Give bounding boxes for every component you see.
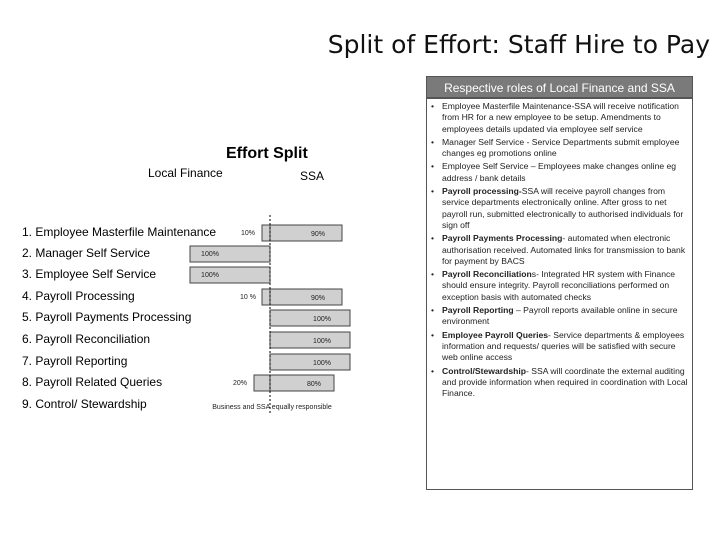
task-label: 1. Employee Masterfile Maintenance	[22, 225, 217, 239]
role-item-text: SSA will receive payroll changes from service departments electronically online. After gross to net payroll run, submitted electronically to authorised individuals for sign off	[442, 186, 684, 230]
role-item-text: s- Integrated HR system with Finance should ensure integrity. Payroll reconciliations performed on exception basis with automated checks	[442, 269, 676, 302]
task-label: 7. Payroll Reporting	[22, 354, 128, 368]
task-label: 4. Payroll Processing	[22, 289, 135, 303]
role-item-heading: Control/Stewardship	[442, 365, 527, 376]
local-finance-label: Local Finance	[148, 166, 223, 180]
bar-ssa	[270, 289, 342, 305]
bar-ssa	[270, 310, 350, 326]
role-item-text: - SSA will coordinate the external auditing and provide information when required in coordination with Local Finance.	[442, 365, 688, 399]
role-item-text: - automated when electronic authorisation received. Automated links for transmission to bank for payment by BACS	[442, 233, 686, 266]
bullet-icon: •	[431, 233, 435, 244]
bar-ssa	[270, 375, 334, 391]
task-label: 5. Payroll Payments Processing	[22, 310, 192, 324]
bar-label-local: 100%	[201, 272, 219, 279]
bar-label-local: 100%	[201, 251, 219, 258]
role-item-text: Manager Self Service - Service Departments submit employee changes eg promotions online	[442, 136, 680, 159]
bullet-icon: •	[431, 161, 435, 172]
role-item-text: Employee Masterfile Maintenance-SSA will receive notification from HR for a new employee to be setup. Amendments to employees details updated via employee self service	[442, 101, 679, 134]
task-label: 6. Payroll Reconciliation	[22, 332, 151, 346]
bar-local-finance	[254, 375, 270, 391]
roles-header: Respective roles of Local Finance and SSA	[426, 76, 693, 98]
bullet-icon: •	[431, 269, 435, 280]
role-item-heading: Payroll Payments Processing	[442, 233, 563, 244]
bullet-icon: •	[431, 365, 435, 376]
bar-ssa	[270, 225, 342, 241]
role-item-heading: Payroll Reporting	[442, 305, 514, 316]
bar-label-local: 10%	[240, 230, 256, 237]
bar-ssa	[270, 354, 350, 370]
bullet-icon: •	[431, 305, 435, 316]
role-item-text: Employee Self Service – Employees make changes online eg address / bank details	[442, 161, 677, 183]
role-item-heading: Payroll Reconciliation	[442, 269, 532, 280]
bar-ssa	[270, 332, 350, 348]
bar-label-ssa: 100%	[313, 316, 331, 323]
bar-label-ssa: 90%	[310, 295, 326, 302]
bar-label-ssa: 100%	[313, 338, 331, 345]
task-label: 8. Payroll Related Queries	[22, 375, 163, 389]
role-item-heading: Employee Payroll Queries	[442, 329, 549, 340]
bar-label-ssa: 100%	[313, 360, 331, 367]
ssa-label: SSA	[300, 169, 325, 183]
bar-label-ssa: 90%	[310, 231, 326, 238]
bullet-icon: •	[431, 329, 435, 340]
chart-title: Effort Split	[226, 145, 308, 162]
bar-label-ssa: 80%	[306, 381, 322, 388]
role-item-heading: Payroll processing-	[442, 186, 522, 197]
bullet-icon: •	[431, 101, 435, 111]
task-label: 2. Manager Self Service	[22, 246, 151, 260]
role-item-text: - Service departments & employees information and requests/ queries will be satisfied with secure web online access	[442, 329, 685, 363]
role-item-text: – Payroll reports available online in secure environment	[442, 305, 678, 327]
slide-title: Split of Effort: Staff Hire to Pay	[327, 30, 710, 59]
bar-local-finance	[262, 225, 270, 241]
bullet-icon: •	[431, 186, 435, 197]
bullet-icon: •	[431, 136, 435, 147]
shared-responsibility-note: Business and SSA equally responsible	[212, 404, 332, 411]
bar-label-local: 10 %	[240, 294, 256, 301]
task-label: 3. Employee Self Service	[22, 267, 157, 281]
task-label: 9. Control/ Stewardship	[22, 397, 147, 411]
bar-label-local: 20%	[232, 380, 248, 387]
bar-local-finance	[262, 289, 270, 305]
